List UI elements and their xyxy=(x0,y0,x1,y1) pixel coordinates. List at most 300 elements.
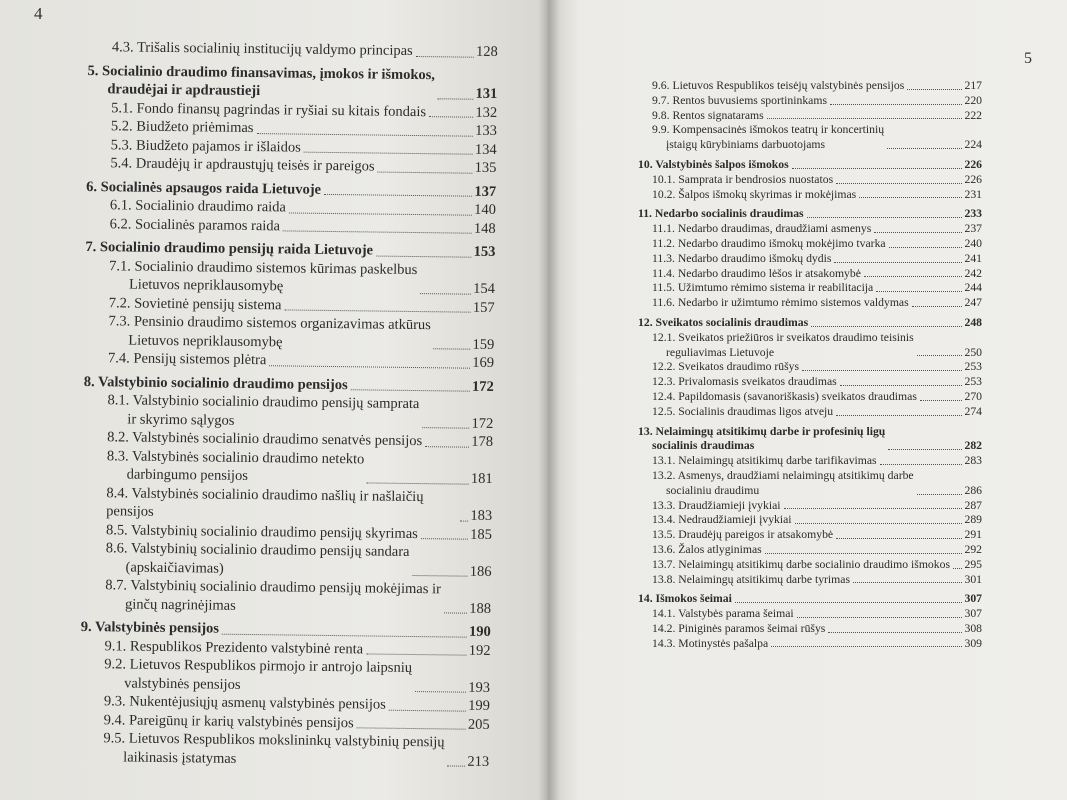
dot-leader xyxy=(289,212,472,215)
toc-section-entry xyxy=(80,655,490,697)
toc-section-entry xyxy=(638,390,982,405)
dot-leader xyxy=(351,389,470,391)
entry-title-line: 11.5. Užimtumo rėmimo sistema ir reabilitacija xyxy=(652,281,874,295)
entry-title-line: 13.4. Nedraudžiamieji įvykiai xyxy=(652,513,792,527)
entry-title-line: 8.4. Valstybinės socialinio draudimo našlių ir našlaičių pensijos xyxy=(106,484,424,520)
entry-title xyxy=(112,38,413,60)
dot-leader xyxy=(284,309,470,312)
entry-title-line: 14. Išmokos šeimai xyxy=(638,592,732,606)
toc-section-entry xyxy=(79,729,489,771)
entry-page-number: 153 xyxy=(473,243,496,260)
entry-title-line: 9.4. Pareigūnų ir karių valstybinės pensijos xyxy=(103,711,354,731)
entry-page-number: 231 xyxy=(964,187,982,201)
dot-leader xyxy=(840,385,963,386)
entry-title-line: 8.1. Valstybinio socialinio draudimo pensijų samprata xyxy=(107,392,420,413)
toc-section-entry xyxy=(638,405,982,420)
entry-title xyxy=(652,173,833,188)
toc-section-entry xyxy=(82,483,492,525)
entry-title-continuation: laikinasis įstatymas xyxy=(123,748,237,767)
toc-chapter-entry xyxy=(638,158,982,173)
entry-title-line: 10. Valstybinės šalpos išmokos xyxy=(638,157,789,171)
entry-page-number: 128 xyxy=(476,43,498,61)
dot-leader xyxy=(887,148,962,149)
toc-chapter-entry xyxy=(638,207,982,222)
dot-leader xyxy=(802,370,962,371)
entry-title xyxy=(652,109,764,124)
entry-page-number: 289 xyxy=(964,513,982,527)
entry-title xyxy=(652,607,794,622)
entry-page-number: 157 xyxy=(472,299,495,316)
dot-leader xyxy=(324,194,472,197)
toc-section-entry xyxy=(638,188,982,203)
entry-title-line: 8.3. Valstybinės socialinio draudimo netekto xyxy=(106,447,365,467)
entry-page-number: 242 xyxy=(964,266,982,280)
dot-leader xyxy=(912,306,963,307)
entry-title-line: 9. Valstybinės pensijos xyxy=(80,618,220,637)
entry-title xyxy=(652,296,909,311)
entry-page-number: 308 xyxy=(964,621,982,635)
entry-page-number: 224 xyxy=(964,138,982,152)
toc-section-entry xyxy=(638,637,982,652)
toc-chapter-entry xyxy=(638,316,982,331)
dot-leader xyxy=(920,400,963,401)
entry-title xyxy=(652,543,762,558)
entry-page-number: 253 xyxy=(964,375,982,389)
entry-title xyxy=(81,618,219,638)
toc-section-entry xyxy=(638,94,982,109)
entry-title xyxy=(107,447,365,487)
entry-title-line: 13.7. Nelaimingų atsitikimų darbe socialinio draudimo išmokos xyxy=(652,557,950,571)
entry-title-line: 8.7. Valstybinių socialinio draudimo pensijų mokėjimas ir xyxy=(105,577,442,598)
entry-title xyxy=(652,331,914,361)
entry-title-line: 11.1. Nedarbo draudimas, draudžiami asmenys xyxy=(652,222,872,236)
entry-title-line: 9.9. Kompensacinės išmokos teatrų ir koncertinių xyxy=(652,123,885,137)
entry-title xyxy=(638,592,732,607)
entry-page-number: 172 xyxy=(471,415,494,432)
toc-section-entry xyxy=(638,622,982,637)
toc-section-entry xyxy=(84,349,494,373)
entry-page-number: 159 xyxy=(472,336,495,353)
entry-page-number: 291 xyxy=(964,528,982,542)
dot-leader xyxy=(434,348,471,349)
entry-page-number: 188 xyxy=(469,600,492,617)
toc-section-entry xyxy=(638,331,982,361)
entry-page-number: 237 xyxy=(964,222,982,236)
entry-title-line: 12.2. Sveikatos draudimo rūšys xyxy=(652,360,800,374)
entry-page-number: 190 xyxy=(468,623,491,640)
toc-section-entry xyxy=(638,558,982,573)
entry-title xyxy=(652,94,827,109)
entry-title xyxy=(638,316,808,331)
entry-title xyxy=(111,136,301,157)
entry-title xyxy=(106,484,458,525)
dot-leader xyxy=(422,427,469,429)
entry-page-number: 213 xyxy=(467,753,490,770)
toc-section-entry xyxy=(638,513,982,528)
entry-title-line: 10.2. Šalpos išmokų skyrimas ir mokėjimas xyxy=(652,187,857,201)
dot-leader xyxy=(420,293,471,295)
dot-leader xyxy=(438,98,474,99)
entry-title xyxy=(652,267,861,282)
dot-leader xyxy=(864,276,963,277)
dot-leader xyxy=(269,365,470,368)
entry-title-line: 9.5. Lietuvos Respublikos mokslininkų valstybinių pensijų xyxy=(103,730,445,751)
dot-leader xyxy=(888,449,962,450)
entry-page-number: 226 xyxy=(964,157,982,171)
entry-page-number: 307 xyxy=(964,607,982,621)
entry-title xyxy=(652,528,833,543)
entry-title xyxy=(652,573,850,588)
dot-leader xyxy=(416,56,474,58)
entry-title-line: 14.3. Motinystės pašalpa xyxy=(652,636,769,650)
entry-title-continuation: (apskaičiavimas) xyxy=(125,558,224,577)
entry-title-continuation: ginčų nagrinėjimas xyxy=(124,595,236,614)
toc-section-entry xyxy=(83,391,493,433)
entry-page-number: 192 xyxy=(468,642,491,659)
entry-title xyxy=(652,622,825,637)
entry-title-line: 10.1. Samprata ir bendrosios nuostatos xyxy=(652,172,834,186)
entry-title xyxy=(652,454,877,469)
entry-title-line: 13.1. Nelaimingų atsitikimų darbe tarifikavimas xyxy=(652,454,877,468)
entry-title-line: 6.1. Socialinio draudimo raida xyxy=(109,197,287,216)
entry-page-number: 183 xyxy=(470,507,493,524)
entry-title-line: 12.3. Privalomasis sveikatos draudimas xyxy=(652,375,837,389)
entry-page-number: 178 xyxy=(471,433,494,450)
dot-leader xyxy=(460,520,468,521)
page-number: 5 xyxy=(1024,50,1032,67)
entry-title xyxy=(638,425,885,455)
toc-section-entry xyxy=(638,267,982,282)
toc-section-entry xyxy=(638,123,982,153)
toc-section-entry xyxy=(85,256,495,298)
entry-title-line: 12. Sveikatos socialinis draudimas xyxy=(638,315,809,329)
entry-page-number: 240 xyxy=(964,236,982,250)
entry-title-continuation: Lietuvos nepriklausomybę xyxy=(128,332,283,350)
dot-leader xyxy=(412,575,467,577)
toc-section-entry xyxy=(638,173,982,188)
toc-section-entry xyxy=(638,499,982,514)
entry-title xyxy=(652,637,768,652)
dot-leader xyxy=(421,538,468,540)
entry-title-line: 6.2. Socialinės paramos raida xyxy=(109,215,281,234)
dot-leader xyxy=(366,653,467,655)
dot-leader xyxy=(797,617,963,618)
entry-page-number: 270 xyxy=(964,389,982,403)
entry-title-continuation: socialinis draudimas xyxy=(652,439,755,453)
dot-leader xyxy=(425,446,469,448)
dot-leader xyxy=(256,133,473,137)
toc-chapter-entry xyxy=(87,61,497,103)
dot-leader xyxy=(735,602,963,603)
entry-title-line: 6. Socialinės apsaugos raida Lietuvoje xyxy=(86,178,322,198)
entry-title xyxy=(652,499,781,514)
entry-title-line: 5.2. Biudžeto priėmimas xyxy=(110,118,254,137)
toc-section-entry xyxy=(86,154,496,178)
entry-title xyxy=(107,391,419,432)
toc-section-entry xyxy=(638,607,982,622)
entry-title-continuation: darbingumo pensijos xyxy=(126,466,248,484)
entry-title-line: 13.2. Asmenys, draudžiami nelaimingų atsitikimų darbe xyxy=(652,468,914,482)
entry-title-line: 12.1. Sveikatos priežiūros ir sveikatos draudimo teisinis xyxy=(652,330,914,344)
dot-leader xyxy=(765,553,963,554)
toc-section-entry xyxy=(638,79,982,94)
entry-title-continuation: valstybinės pensijos xyxy=(124,674,241,693)
toc-section-entry xyxy=(638,543,982,558)
entry-page-number: 154 xyxy=(473,280,496,297)
dot-leader xyxy=(836,183,962,184)
page-number: 4 xyxy=(34,4,43,23)
entry-title-line: 14.1. Valstybės parama šeimai xyxy=(652,607,794,621)
entry-title-continuation: ir skyrimo sąlygos xyxy=(127,411,235,429)
toc-section-entry xyxy=(81,539,491,581)
entry-title xyxy=(652,513,792,528)
entry-page-number: 137 xyxy=(474,183,497,200)
entry-title-line: 5. Socialinio draudimo finansavimas, įmokos ir išmokos, xyxy=(87,62,436,83)
entry-page-number: 148 xyxy=(473,220,496,237)
entry-page-number: 132 xyxy=(475,104,498,121)
entry-page-number: 134 xyxy=(474,141,497,158)
entry-title-line: 9.6. Lietuvos Respublikos teisėjų valstybinės pensijos xyxy=(652,79,905,92)
toc-section-entry xyxy=(638,528,982,543)
entry-page-number: 172 xyxy=(471,378,494,395)
dot-leader xyxy=(304,152,473,155)
dot-leader xyxy=(389,709,466,711)
entry-title xyxy=(652,237,886,252)
toc-section-entry xyxy=(88,38,498,62)
entry-title-line: 11.3. Nedarbo draudimo išmokų dydis xyxy=(652,251,832,265)
entry-title xyxy=(638,158,789,173)
dot-leader xyxy=(357,727,466,729)
entry-title xyxy=(638,207,804,222)
entry-title-continuation: reguliavimas Lietuvoje xyxy=(666,345,775,359)
toc-section-entry xyxy=(638,237,982,252)
dot-leader xyxy=(853,582,962,583)
dot-leader xyxy=(828,632,962,633)
entry-page-number: 292 xyxy=(964,542,982,556)
entry-page-number: 199 xyxy=(468,697,490,714)
toc-section-entry xyxy=(84,312,494,354)
book-gutter xyxy=(538,0,560,800)
toc-section-entry xyxy=(638,375,982,390)
entry-title xyxy=(652,222,871,237)
entry-title xyxy=(103,729,445,770)
toc-section-entry xyxy=(81,576,491,618)
entry-title-line: 11.4. Nedarbo draudimo lėšos ir atsakomybė xyxy=(652,266,861,280)
entry-page-number: 283 xyxy=(964,454,982,468)
entry-page-number: 205 xyxy=(467,716,490,733)
dot-leader xyxy=(771,646,962,647)
entry-page-number: 131 xyxy=(475,85,498,103)
entry-title xyxy=(111,117,254,137)
entry-page-number: 140 xyxy=(474,201,497,218)
toc-section-entry xyxy=(83,446,493,488)
dot-leader xyxy=(767,118,963,119)
entry-title-line: 8. Valstybinio socialinio draudimo pensijos xyxy=(83,373,348,393)
entry-title xyxy=(87,61,435,102)
entry-page-number: 186 xyxy=(469,563,492,580)
entry-page-number: 287 xyxy=(964,498,982,512)
entry-title xyxy=(652,405,833,420)
entry-page-number: 301 xyxy=(964,572,982,586)
entry-title-line: 12.4. Papildomasis (savanoriškasis) sveikatos draudimas xyxy=(652,389,917,403)
entry-title-line: 7.2. Sovietinė pensijų sistema xyxy=(108,294,282,313)
entry-page-number: 282 xyxy=(964,439,982,453)
entry-title-line: 9.2. Lietuvos Respublikos pirmojo ir antrojo laipsnių xyxy=(104,656,413,677)
entry-title-line: 9.7. Rentos buvusiems sportininkams xyxy=(652,93,827,107)
entry-page-number: 248 xyxy=(964,315,982,329)
entry-title-line: 12.5. Socialinis draudimas ligos atveju xyxy=(652,404,834,418)
entry-title-line: 9.1. Respublikos Prezidento valstybinė renta xyxy=(104,637,364,657)
entry-page-number: 193 xyxy=(468,679,491,696)
entry-title-line: 5.3. Biudžeto pajamos ir išlaidos xyxy=(110,136,301,156)
entry-page-number: 244 xyxy=(964,281,982,295)
entry-title xyxy=(652,188,856,203)
entry-title-line: 11.6. Nedarbo ir užimtumo rėmimo sistemos valdymas xyxy=(652,296,909,310)
entry-title-line: 13.6. Žalos atlyginimas xyxy=(652,542,762,556)
entry-title xyxy=(110,154,374,176)
dot-leader xyxy=(792,168,963,169)
dot-leader xyxy=(917,494,963,495)
entry-page-number: 253 xyxy=(964,360,982,374)
toc-chapter-entry xyxy=(638,592,982,607)
dot-leader xyxy=(444,612,468,613)
dot-leader xyxy=(953,568,962,569)
entry-page-number: 133 xyxy=(475,122,497,140)
right-page xyxy=(548,0,1067,800)
dot-leader xyxy=(283,230,472,233)
entry-title-line: 7. Socialinio draudimo pensijų raida Lietuvoje xyxy=(85,238,374,259)
entry-title-line: 8.5. Valstybinių socialinio draudimo pensijų skyrimas xyxy=(105,521,418,542)
entry-title xyxy=(652,558,950,573)
entry-title xyxy=(109,257,418,298)
entry-page-number: 226 xyxy=(964,172,982,186)
entry-title-line: 14.2. Piniginės paramos šeimai rūšys xyxy=(652,621,826,635)
toc-chapter-entry xyxy=(638,425,982,455)
dot-leader xyxy=(880,464,963,465)
entry-page-number: 274 xyxy=(964,404,982,418)
dot-leader xyxy=(834,262,962,263)
entry-title-line: 11.2. Nedarbo draudimo išmokų mokėjimo tvarka xyxy=(652,236,886,250)
dot-leader xyxy=(859,197,962,198)
entry-title-line: 5.4. Draudėjų ir apdraustųjų teisės ir pareigos xyxy=(110,155,375,175)
entry-page-number: 217 xyxy=(964,79,982,92)
entry-title-line: 7.1. Socialinio draudimo sistemos kūrimas paskelbus xyxy=(109,257,418,278)
entry-title-line: 13. Nelaimingų atsitikimų darbe ir profesinių ligų xyxy=(638,424,886,438)
dot-leader xyxy=(378,171,473,173)
dot-leader xyxy=(917,355,963,356)
entry-title-continuation: įstaigų kūrybiniams darbuotojams xyxy=(666,138,826,152)
dot-leader xyxy=(429,116,473,118)
entry-title-line: 4.3. Trišalis socialinių institucijų valdymo principas xyxy=(111,39,413,59)
entry-title xyxy=(652,360,799,375)
toc-section-entry xyxy=(638,222,982,237)
entry-title xyxy=(108,349,267,369)
entry-title-line: 7.4. Pensijų sistemos plėtra xyxy=(107,350,267,369)
entry-title-continuation: Lietuvos nepriklausomybę xyxy=(128,276,284,295)
entry-page-number: 181 xyxy=(470,470,493,487)
dot-leader xyxy=(415,691,467,693)
entry-title xyxy=(652,375,837,390)
entry-page-number: 241 xyxy=(964,251,982,265)
entry-title-continuation: draudėjai ir apdraustieji xyxy=(107,81,261,100)
entry-title xyxy=(108,312,431,353)
toc-section-entry xyxy=(638,573,982,588)
toc-section-entry xyxy=(638,296,982,311)
entry-title-line: 5.1. Fondo finansų pagrindas ir ryšiai su kitais fondais xyxy=(111,99,427,120)
entry-title xyxy=(105,539,409,580)
dot-leader xyxy=(447,765,465,766)
entry-page-number: 169 xyxy=(472,354,495,371)
dot-leader xyxy=(836,415,962,416)
entry-title-line: 13.5. Draudėjų pareigos ir atsakomybė xyxy=(652,528,834,542)
dot-leader xyxy=(889,247,963,248)
entry-title xyxy=(652,281,873,296)
dot-leader xyxy=(811,326,962,327)
dot-leader xyxy=(376,255,472,257)
dot-leader xyxy=(222,633,467,637)
table-of-contents xyxy=(79,38,498,771)
entry-page-number: 250 xyxy=(964,345,982,359)
entry-page-number: 135 xyxy=(474,159,497,176)
entry-title-line: 13.3. Draudžiamieji įvykiai xyxy=(652,498,781,512)
entry-page-number: 286 xyxy=(964,483,982,497)
entry-title-line: 11. Nedarbo socialinis draudimas xyxy=(638,207,804,221)
toc-section-entry xyxy=(638,360,982,375)
entry-page-number: 222 xyxy=(964,108,982,122)
entry-page-number: 233 xyxy=(964,207,982,221)
entry-title xyxy=(652,123,884,153)
dot-leader xyxy=(830,104,962,105)
dot-leader xyxy=(874,232,962,233)
toc-section-entry xyxy=(638,252,982,267)
toc-section-entry xyxy=(638,281,982,296)
entry-title xyxy=(110,215,281,236)
entry-title-line: 7.3. Pensinio draudimo sistemos organizavimas atkūrus xyxy=(108,313,431,334)
entry-title xyxy=(652,469,914,499)
entry-title-line: 9.3. Nukentėjusiųjų asmenų valstybinės pensijos xyxy=(103,693,386,713)
entry-title-continuation: socialiniu draudimu xyxy=(666,483,760,497)
entry-title xyxy=(109,294,282,315)
dot-leader xyxy=(836,538,962,539)
entry-page-number: 295 xyxy=(964,557,982,571)
entry-title-line: 13.8. Nelaimingų atsitikimų darbe tyrimas xyxy=(652,572,851,586)
entry-title xyxy=(110,196,286,217)
entry-title xyxy=(652,252,831,267)
entry-page-number: 220 xyxy=(964,93,982,107)
entry-title xyxy=(652,390,917,405)
dot-leader xyxy=(795,523,963,524)
entry-title-line: 9.8. Rentos signatarams xyxy=(652,108,764,122)
dot-leader xyxy=(784,508,963,509)
table-of-contents xyxy=(638,79,982,651)
entry-page-number: 247 xyxy=(964,296,982,310)
entry-title-line: 8.2. Valstybinės socialinio draudimo senatvės pensijos xyxy=(107,429,423,450)
toc-section-entry xyxy=(638,469,982,499)
entry-title xyxy=(104,655,412,696)
dot-leader xyxy=(367,482,469,484)
dot-leader xyxy=(807,217,963,218)
entry-title-line: 8.6. Valstybinių socialinio draudimo pensijų sandara xyxy=(105,540,410,560)
toc-section-entry xyxy=(638,109,982,124)
entry-title xyxy=(652,79,904,94)
entry-page-number: 309 xyxy=(964,636,982,650)
toc-section-entry xyxy=(86,214,496,238)
entry-page-number: 307 xyxy=(964,592,982,606)
entry-title xyxy=(105,576,441,617)
toc-section-entry xyxy=(638,454,982,469)
entry-page-number: 185 xyxy=(470,526,493,543)
dot-leader xyxy=(876,291,962,292)
